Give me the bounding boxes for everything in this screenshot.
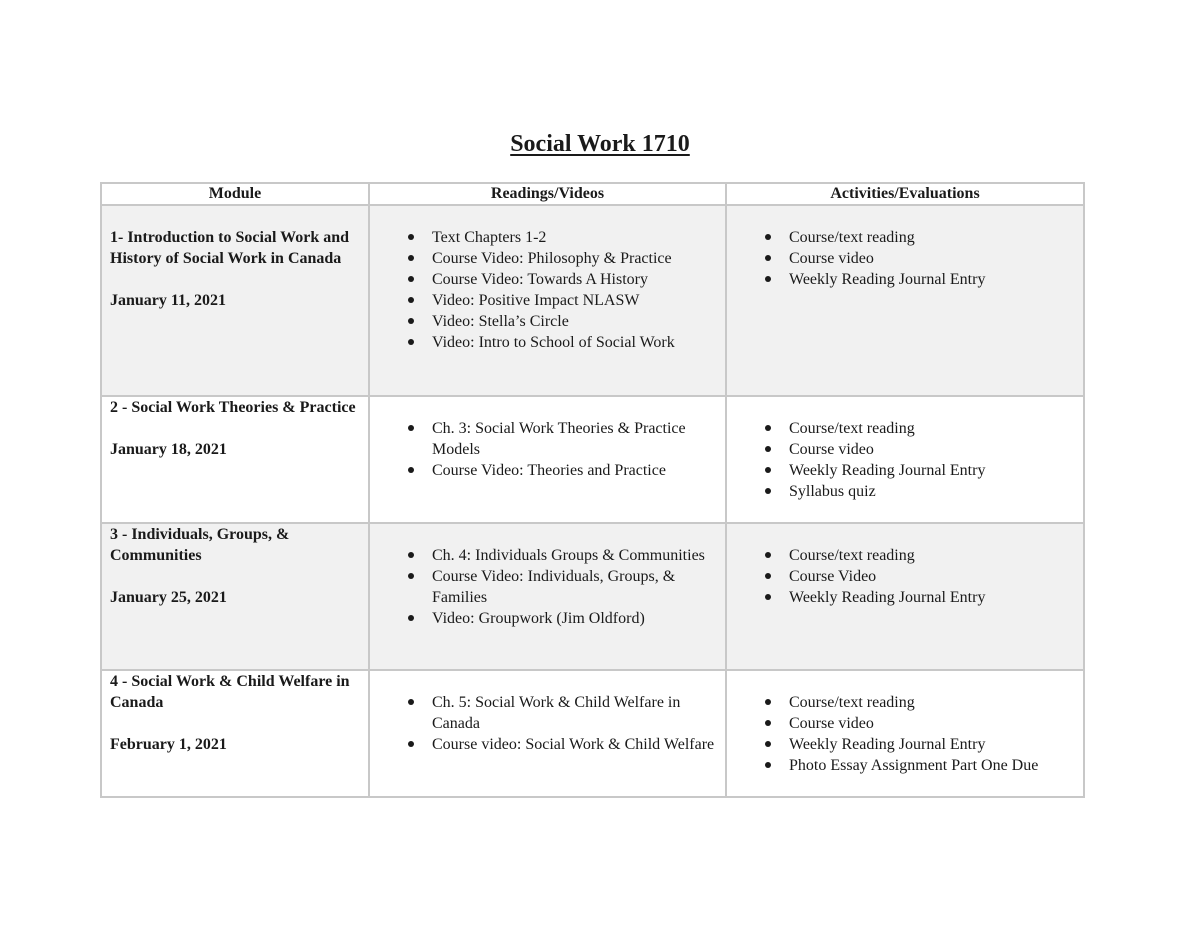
module-cell — [101, 523, 369, 670]
activities-cell — [726, 670, 1084, 797]
list-item: Text Chapters 1-2 — [370, 227, 719, 248]
module-date: February 1, 2021 — [110, 736, 227, 753]
module-cell — [101, 670, 369, 797]
activities-cell — [726, 523, 1084, 670]
list-item: Ch. 5: Social Work & Child Welfare in Canada — [370, 692, 719, 734]
module-name: 3 - Individuals, Groups, & Communities — [110, 526, 290, 564]
list-item: Photo Essay Assignment Part One Due — [727, 755, 1077, 776]
list-item: Syllabus quiz — [727, 481, 1077, 502]
activities-list — [727, 397, 1083, 502]
readings-list — [370, 524, 725, 629]
module-cell — [101, 396, 369, 523]
document-title-text: Social Work 1710 — [510, 131, 690, 157]
list-item: Weekly Reading Journal Entry — [727, 734, 1077, 755]
table-row — [101, 396, 1084, 523]
activities-list — [727, 524, 1083, 608]
header-activities-evaluations: Activities/Evaluations — [726, 183, 1084, 205]
list-item: Course video — [727, 713, 1077, 734]
list-item: Ch. 3: Social Work Theories & Practice Models — [370, 418, 719, 460]
list-item: Course video — [727, 439, 1077, 460]
readings-list — [370, 671, 725, 755]
list-item: Weekly Reading Journal Entry — [727, 460, 1077, 481]
list-item: Video: Groupwork (Jim Oldford) — [370, 608, 719, 629]
readings-list — [370, 206, 725, 353]
module-date: January 25, 2021 — [110, 589, 227, 606]
list-item: Course/text reading — [727, 418, 1077, 439]
module-name: 2 - Social Work Theories & Practice — [110, 399, 356, 416]
document-title — [0, 131, 1200, 158]
list-item: Course video: Social Work & Child Welfare — [370, 734, 719, 755]
list-item: Course Video: Towards A History — [370, 269, 719, 290]
list-item: Course Video: Individuals, Groups, & Families — [370, 566, 719, 608]
list-item: Video: Positive Impact NLASW — [370, 290, 719, 311]
readings-cell — [369, 396, 726, 523]
activities-list — [727, 671, 1083, 776]
header-module: Module — [101, 183, 369, 205]
module-date: January 18, 2021 — [110, 441, 227, 458]
activities-list — [727, 206, 1083, 290]
list-item: Video: Stella’s Circle — [370, 311, 719, 332]
list-item: Ch. 4: Individuals Groups & Communities — [370, 545, 719, 566]
course-schedule-table — [100, 182, 1085, 798]
list-item: Weekly Reading Journal Entry — [727, 587, 1077, 608]
module-name: 1- Introduction to Social Work and History of Social Work in Canada — [110, 229, 350, 267]
table-row — [101, 670, 1084, 797]
activities-cell — [726, 396, 1084, 523]
list-item: Course Video: Philosophy & Practice — [370, 248, 719, 269]
table-row — [101, 205, 1084, 396]
list-item: Course/text reading — [727, 692, 1077, 713]
list-item: Video: Intro to School of Social Work — [370, 332, 719, 353]
readings-cell — [369, 523, 726, 670]
list-item: Course Video: Theories and Practice — [370, 460, 719, 481]
readings-cell — [369, 205, 726, 396]
table-row — [101, 523, 1084, 670]
activities-cell — [726, 205, 1084, 396]
header-readings-videos: Readings/Videos — [369, 183, 726, 205]
list-item: Course/text reading — [727, 227, 1077, 248]
readings-cell — [369, 670, 726, 797]
module-name: 4 - Social Work & Child Welfare in Canada — [110, 673, 350, 711]
list-item: Course/text reading — [727, 545, 1077, 566]
list-item: Course Video — [727, 566, 1077, 587]
readings-list — [370, 397, 725, 481]
table-header-row — [101, 183, 1084, 205]
module-cell — [101, 205, 369, 396]
list-item: Weekly Reading Journal Entry — [727, 269, 1077, 290]
module-date: January 11, 2021 — [110, 292, 227, 309]
list-item: Course video — [727, 248, 1077, 269]
